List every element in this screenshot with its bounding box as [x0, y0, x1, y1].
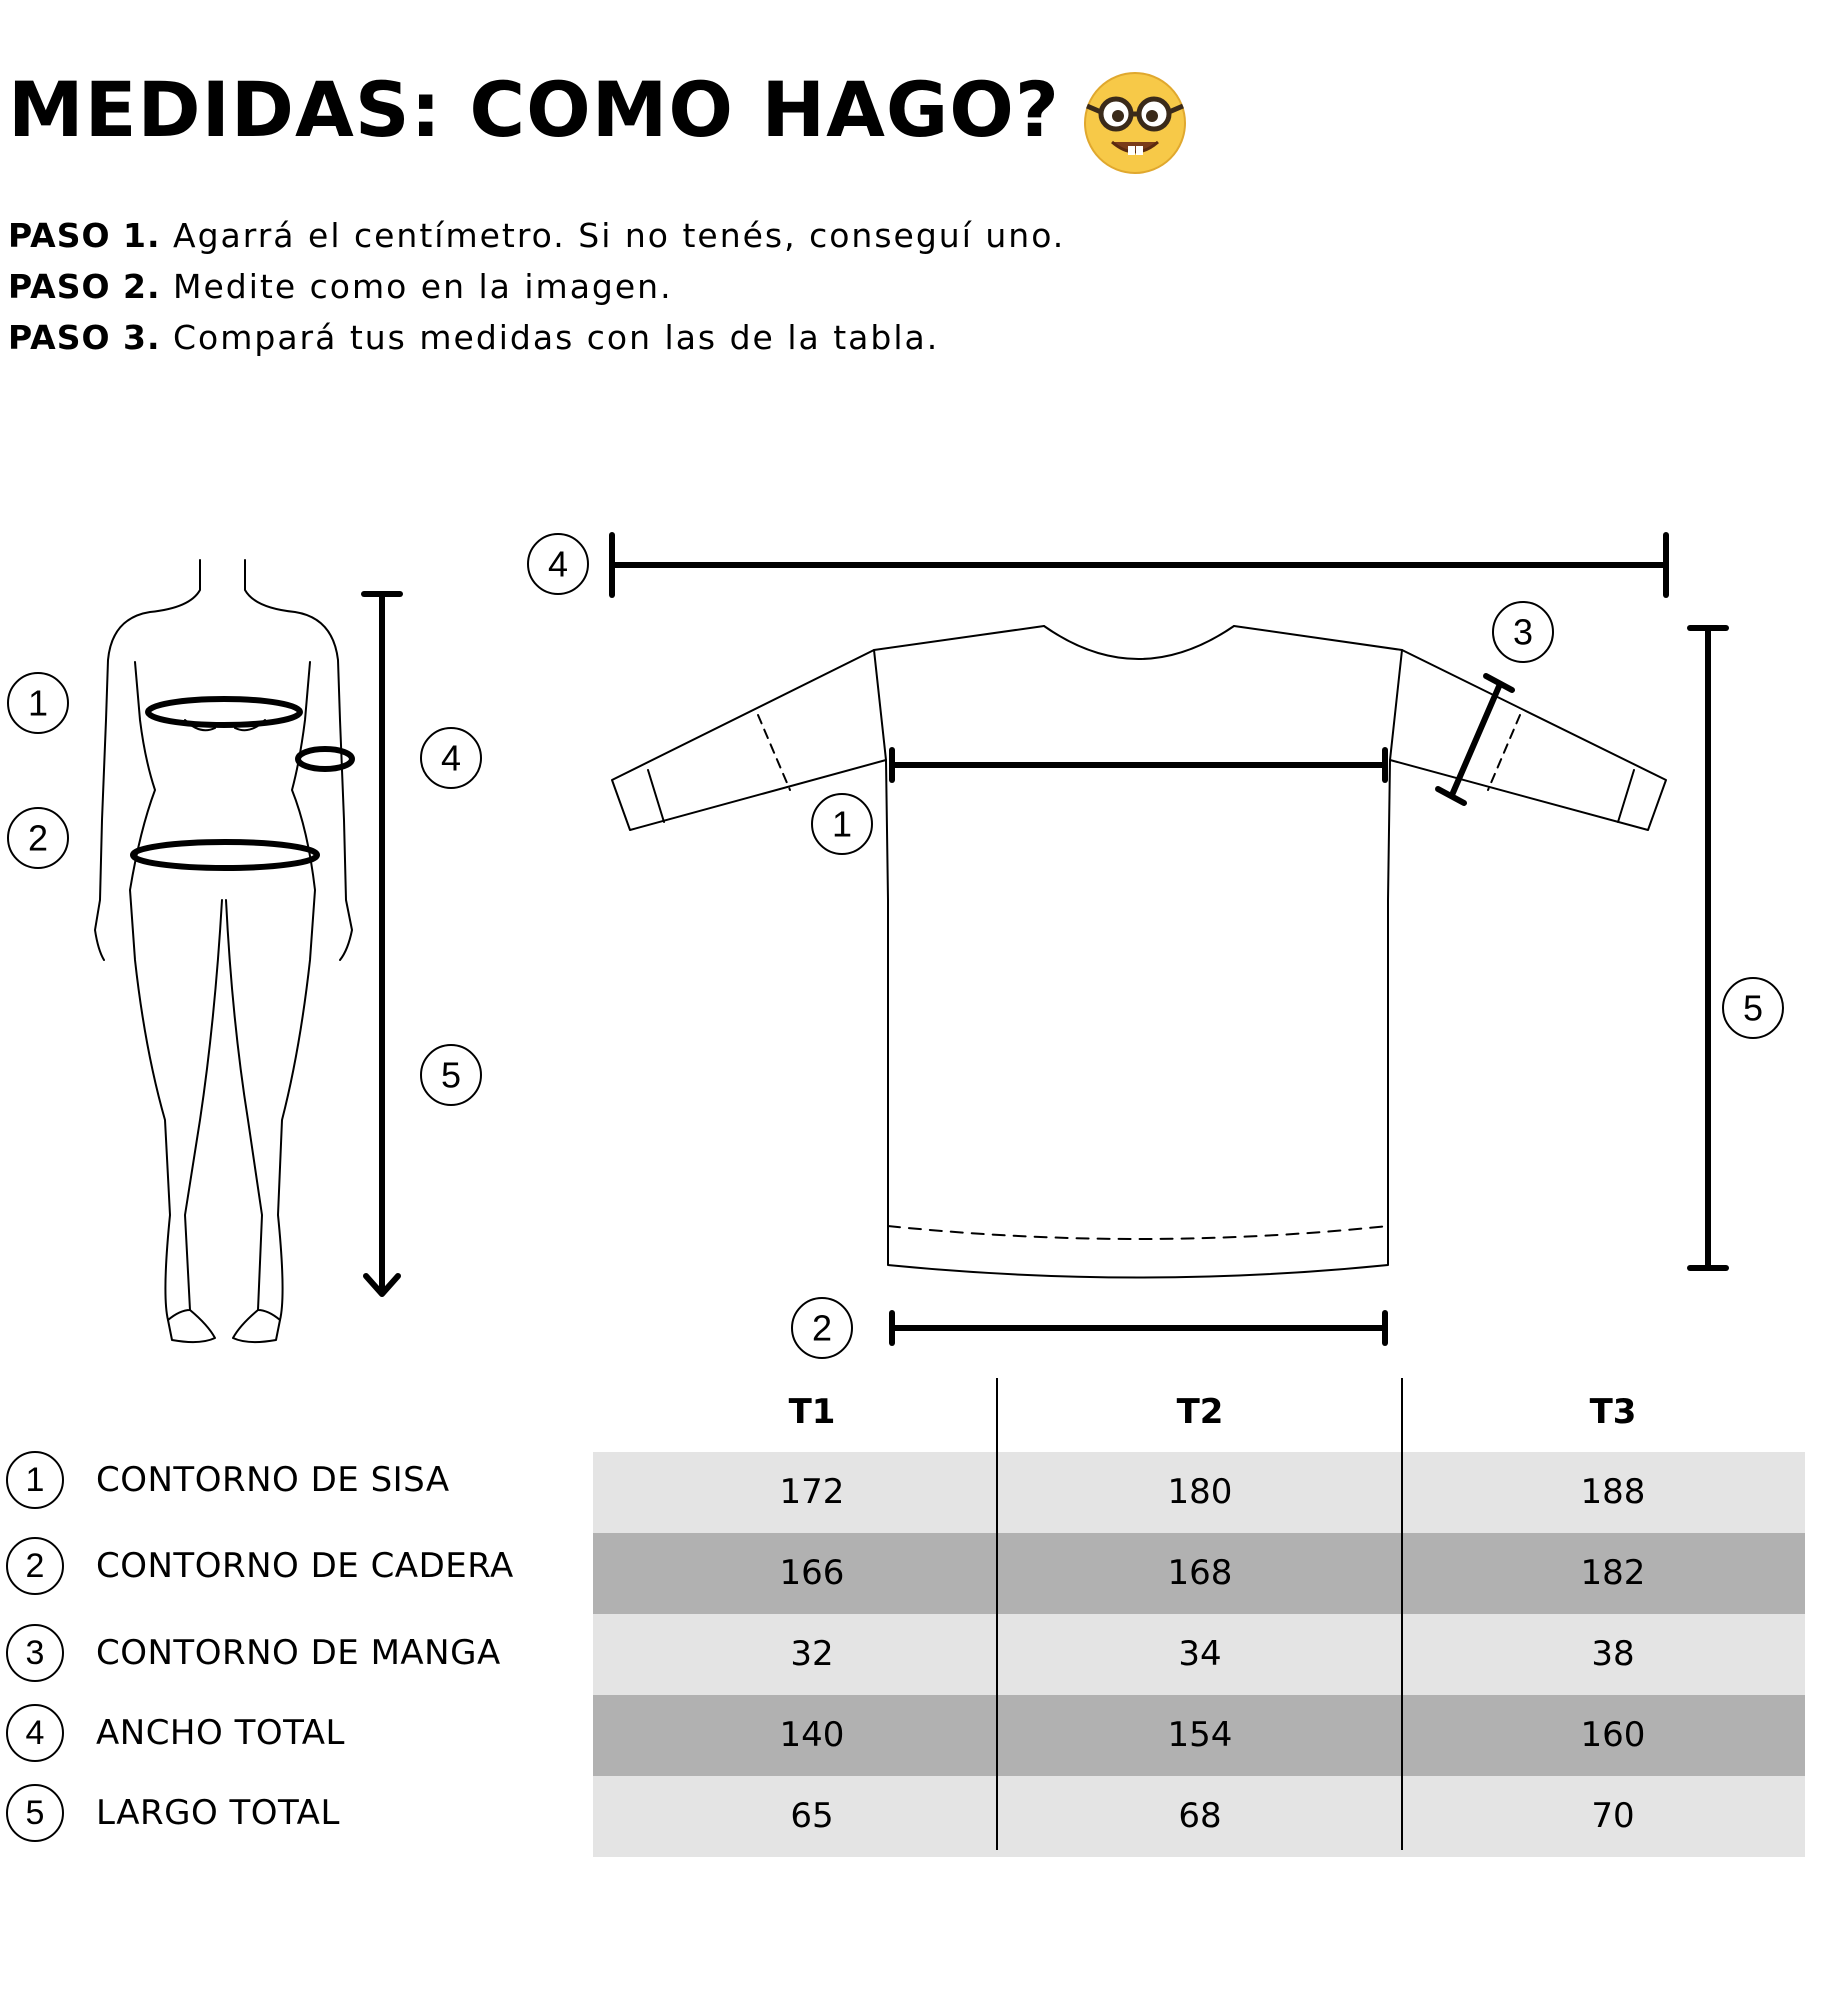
callout-garment-3: 3	[1512, 611, 1534, 653]
table-row	[593, 1776, 1805, 1857]
callout-garment-4: 4	[547, 543, 569, 585]
table-header	[593, 1378, 1805, 1452]
table-cell: 168	[1167, 1553, 1233, 1593]
table-cell: 182	[1580, 1553, 1646, 1593]
table-cell: 160	[1580, 1715, 1646, 1755]
legend-number: 5	[6, 1784, 64, 1842]
step-3: PASO 3. Compará tus medidas con las de la tabla.	[8, 318, 940, 357]
column-header-t1: T1	[788, 1392, 836, 1432]
table-cell: 154	[1167, 1715, 1233, 1755]
callout-body-4: 4	[440, 737, 462, 779]
legend-number: 1	[6, 1451, 64, 1509]
column-header-t3: T3	[1589, 1392, 1637, 1432]
table-cell: 32	[790, 1634, 834, 1674]
step-2: PASO 2. Medite como en la imagen.	[8, 267, 673, 306]
table-cell: 180	[1167, 1472, 1233, 1512]
callout-garment-2: 2	[811, 1307, 833, 1349]
legend-item	[6, 1534, 514, 1598]
column-header-t2: T2	[1176, 1392, 1224, 1432]
table-cell: 65	[790, 1796, 834, 1836]
table-row	[593, 1452, 1805, 1533]
column-divider	[1401, 1378, 1403, 1850]
legend-item	[6, 1621, 501, 1685]
table-cell: 172	[779, 1472, 845, 1512]
legend-item	[6, 1701, 345, 1765]
table-cell: 70	[1591, 1796, 1635, 1836]
table-row	[593, 1533, 1805, 1614]
sweater-outline-icon	[612, 626, 1666, 1278]
legend-label: CONTORNO DE SISA	[96, 1460, 450, 1500]
table-cell: 166	[779, 1553, 845, 1593]
legend-label: LARGO TOTAL	[96, 1793, 340, 1833]
table-cell: 34	[1178, 1634, 1222, 1674]
table-cell: 38	[1591, 1634, 1635, 1674]
legend-label: CONTORNO DE CADERA	[96, 1546, 514, 1586]
legend-number: 3	[6, 1624, 64, 1682]
callout-garment-5: 5	[1742, 987, 1764, 1029]
table-cell: 140	[779, 1715, 845, 1755]
table-cell: 188	[1580, 1472, 1646, 1512]
body-figure-icon	[95, 560, 352, 1342]
page-title: MEDIDAS: COMO HAGO?	[8, 65, 1060, 154]
step-1: PASO 1. Agarrá el centímetro. Si no tenés, conseguí uno.	[8, 216, 1066, 255]
legend-number: 4	[6, 1704, 64, 1762]
callout-garment-1: 1	[831, 803, 853, 845]
legend-number: 2	[6, 1537, 64, 1595]
column-divider	[996, 1378, 998, 1850]
callout-body-1: 1	[27, 682, 49, 724]
callout-body-5: 5	[440, 1054, 462, 1096]
table-cell: 68	[1178, 1796, 1222, 1836]
legend-label: ANCHO TOTAL	[96, 1713, 345, 1753]
table-row	[593, 1695, 1805, 1776]
legend-label: CONTORNO DE MANGA	[96, 1633, 501, 1673]
callout-body-2: 2	[27, 817, 49, 859]
table-row	[593, 1614, 1805, 1695]
legend-item	[6, 1781, 340, 1845]
legend-item	[6, 1448, 450, 1512]
